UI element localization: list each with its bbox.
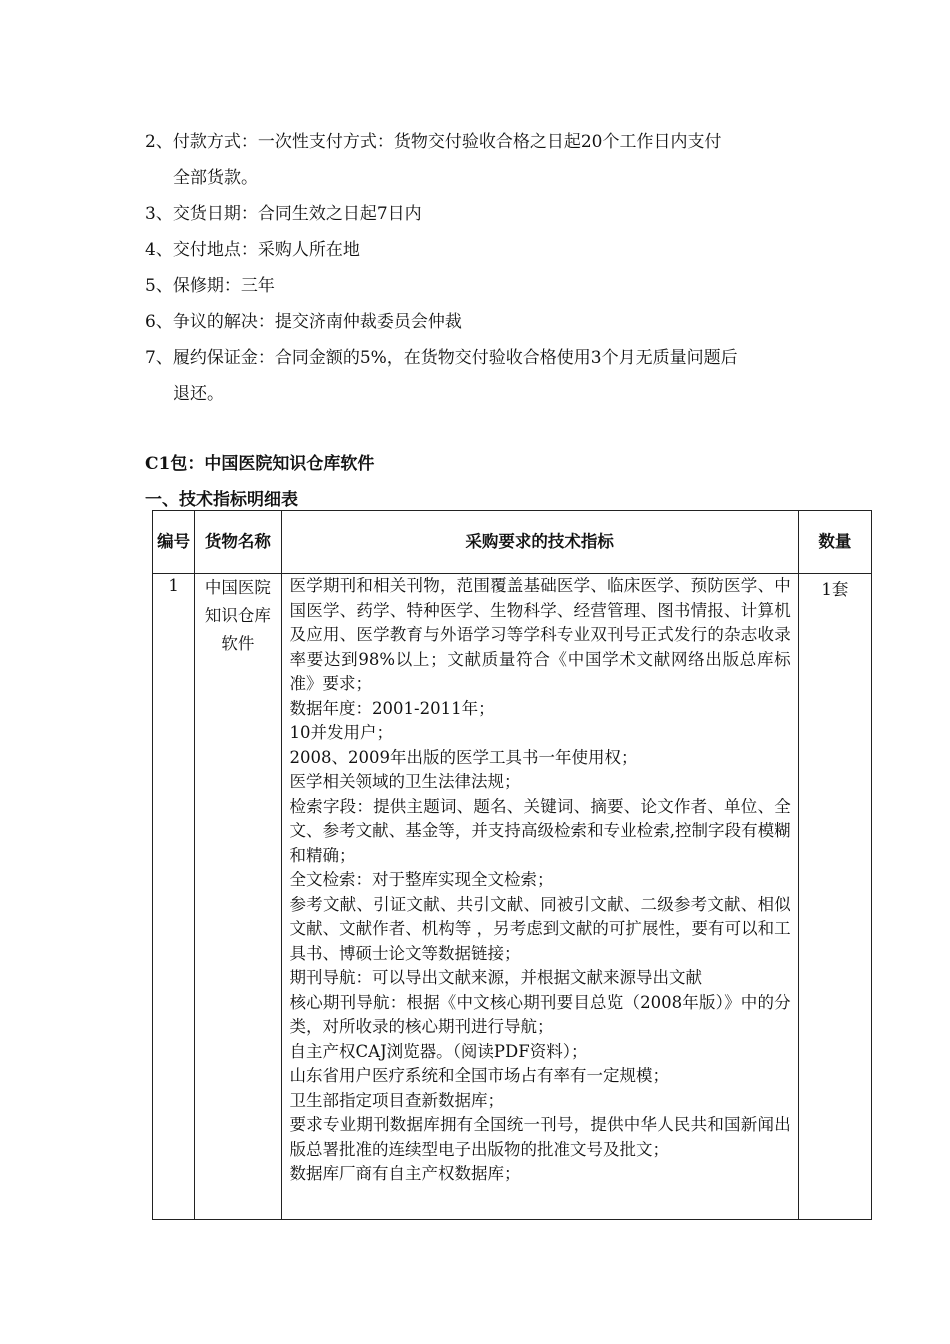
term-item-warranty bbox=[145, 268, 825, 304]
header-tech-spec: 采购要求的技术指标 bbox=[281, 511, 798, 574]
spec-line: 2008、2009年出版的医学工具书一年使用权； bbox=[289, 747, 638, 767]
section-title: C1包：中国医院知识仓库软件 bbox=[145, 454, 375, 474]
spec-line: 检索字段：提供主题词、题名、关键词、摘要、论文作者、单位、全文、参考文献、基金等，并支持高级检索和专业检索,控制字段有模糊和精确； bbox=[289, 796, 791, 865]
header-quantity: 数量 bbox=[798, 511, 871, 574]
term-text: 3、交货日期：合同生效之日起7日内 bbox=[145, 204, 422, 224]
spec-line: 核心期刊导航：根据《中文核心期刊要目总览（2008年版）》中的分类，对所收录的核心期刊进行导航； bbox=[289, 992, 791, 1036]
contract-terms-list bbox=[145, 124, 825, 412]
cell-tech-spec bbox=[281, 574, 798, 1220]
header-goods-name: 货物名称 bbox=[195, 511, 281, 574]
term-item-delivery-place bbox=[145, 232, 825, 268]
subsection-title: 一、技术指标明细表 bbox=[145, 490, 298, 510]
spec-line: 10并发用户； bbox=[289, 723, 394, 742]
spec-line: 参考文献、引证文献、共引文献、同被引文献、二级参考文献、相似文献、文献作者、机构等 ，另考虑到文献的可扩展性，要有可以和工具书、博硕士论文等数据链接； bbox=[289, 894, 791, 963]
spec-table bbox=[152, 510, 872, 1220]
term-text: 2、付款方式：一次性支付方式：货物交付验收合格之日起20个工作日内支付 bbox=[145, 132, 722, 152]
term-item-dispute bbox=[145, 304, 825, 340]
spec-line: 医学期刊和相关刊物，范围覆盖基础医学、临床医学、预防医学、中国医学、药学、特种医学、生物科学、经营管理、图书情报、计算机及应用、医学教育与外语学习等学科专业双刊号正式发行的杂志收录率要达到98%以上；文献质量符合《中国学术文献网络出版总库标准》要求； bbox=[289, 576, 791, 693]
term-text: 6、争议的解决：提交济南仲裁委员会仲裁 bbox=[145, 312, 462, 332]
spec-line: 数据年度：2001-2011年； bbox=[289, 698, 495, 718]
spec-line: 山东省用户医疗系统和全国市场占有率有一定规模； bbox=[289, 1066, 670, 1085]
cell-goods-name: 中国医院知识仓库软件 bbox=[195, 574, 281, 1220]
table-header-row bbox=[153, 511, 872, 574]
term-continuation: 退还。 bbox=[173, 384, 224, 404]
spec-line: 期刊导航：可以导出文献来源，并根据文献来源导出文献 bbox=[289, 968, 703, 987]
term-text: 7、履约保证金：合同金额的5%，在货物交付验收合格使用3个月无质量问题后 bbox=[145, 348, 738, 368]
header-number: 编号 bbox=[153, 511, 195, 574]
spec-line: 要求专业期刊数据库拥有全国统一刊号，提供中华人民共和国新闻出版总署批准的连续型电子出版物的批准文号及批文； bbox=[289, 1115, 791, 1159]
term-item-deposit bbox=[145, 340, 825, 412]
term-continuation: 全部货款。 bbox=[173, 168, 258, 188]
term-item-payment bbox=[145, 124, 825, 196]
spec-line: 卫生部指定项目查新数据库； bbox=[289, 1090, 505, 1110]
term-text: 5、保修期：三年 bbox=[145, 276, 275, 296]
spec-line: 医学相关领域的卫生法律法规； bbox=[289, 772, 521, 791]
term-item-delivery-date bbox=[145, 196, 825, 232]
spec-line: 自主产权CAJ浏览器。（阅读PDF资料）； bbox=[289, 1041, 588, 1061]
spec-line: 数据库厂商有自主产权数据库； bbox=[289, 1164, 521, 1183]
cell-quantity: 1套 bbox=[798, 574, 871, 1220]
cell-number: 1 bbox=[153, 574, 195, 1220]
term-text: 4、交付地点：采购人所在地 bbox=[145, 240, 360, 260]
spec-line: 全文检索：对于整库实现全文检索； bbox=[289, 870, 554, 889]
table-row bbox=[153, 574, 872, 1220]
